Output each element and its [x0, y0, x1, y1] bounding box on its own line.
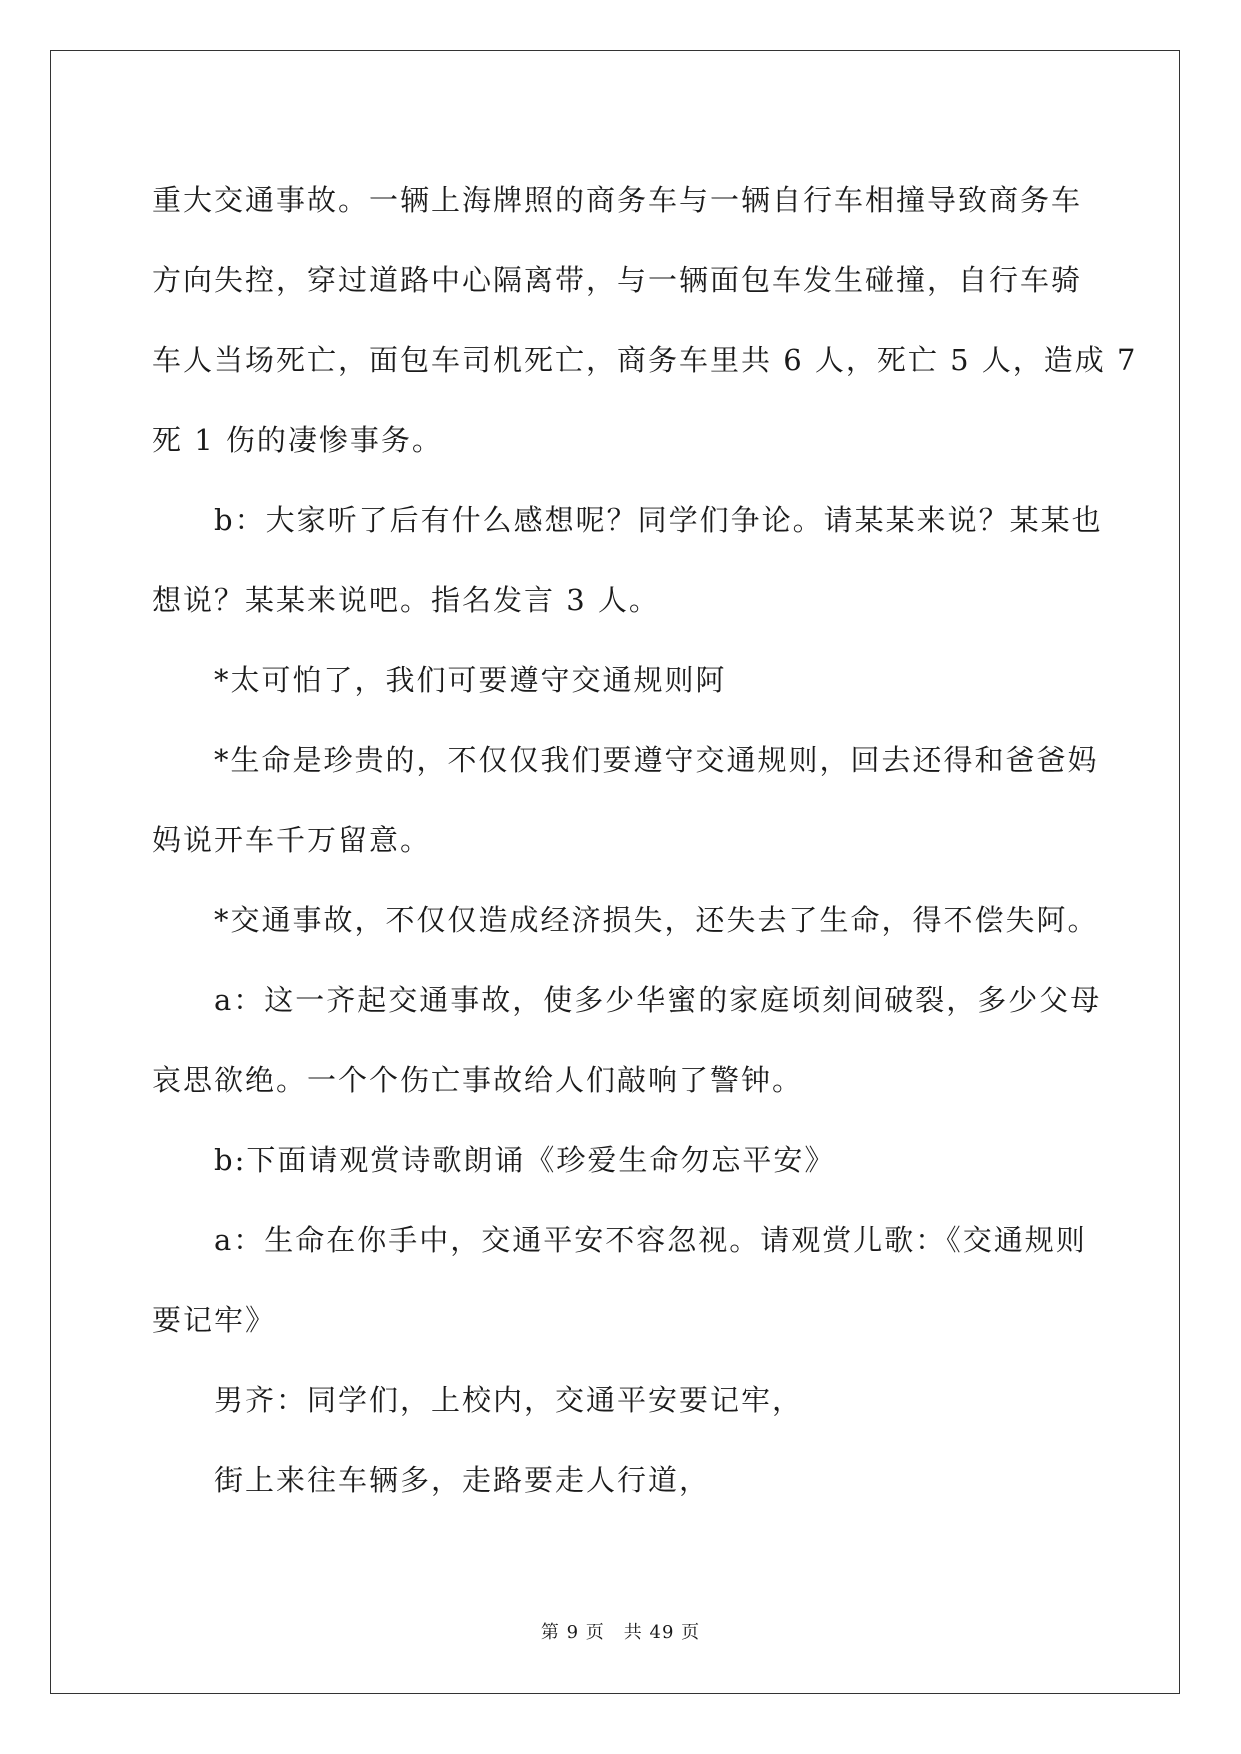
text-line: *生命是珍贵的，不仅仅我们要遵守交通规则，回去还得和爸爸妈 [214, 743, 1099, 777]
page-number-footer: 第 9 页 共 49 页 [540, 1622, 701, 1643]
text-line: *太可怕了，我们可要遵守交通规则阿 [214, 663, 727, 697]
text-line: b：大家听了后有什么感想呢？同学们争论。请某某来说？某某也 [214, 503, 1103, 537]
text-line: 车人当场死亡，面包车司机死亡，商务车里共 6 人，死亡 5 人，造成 7 [152, 343, 1138, 377]
text-line: 街上来往车辆多，走路要走人行道， [214, 1463, 711, 1497]
text-line: 哀思欲绝。一个个伤亡事故给人们敲响了警钟。 [152, 1063, 804, 1097]
text-line: 方向失控，穿过道路中心隔离带，与一辆面包车发生碰撞，自行车骑 [152, 263, 1083, 297]
text-line: 重大交通事故。一辆上海牌照的商务车与一辆自行车相撞导致商务车 [152, 183, 1083, 217]
text-line: 想说？某某来说吧。指名发言 3 人。 [152, 583, 660, 617]
text-line: a：生命在你手中，交通平安不容忽视。请观赏儿歌：《交通规则 [214, 1223, 1087, 1257]
text-line: 死 1 伤的凄惨事务。 [152, 423, 443, 457]
document-body [152, 160, 1138, 1520]
text-line: *交通事故，不仅仅造成经济损失，还失去了生命，得不偿失阿。 [214, 903, 1099, 937]
text-line: 男齐：同学们，上校内，交通平安要记牢， [214, 1383, 804, 1417]
text-line: a：这一齐起交通事故，使多少华蜜的家庭顷刻间破裂，多少父母 [214, 983, 1102, 1017]
text-line: b:下面请观赏诗歌朗诵《珍爱生命勿忘平安》 [214, 1143, 836, 1177]
text-line: 要记牢》 [152, 1303, 277, 1337]
text-line: 妈说开车千万留意。 [152, 823, 432, 857]
